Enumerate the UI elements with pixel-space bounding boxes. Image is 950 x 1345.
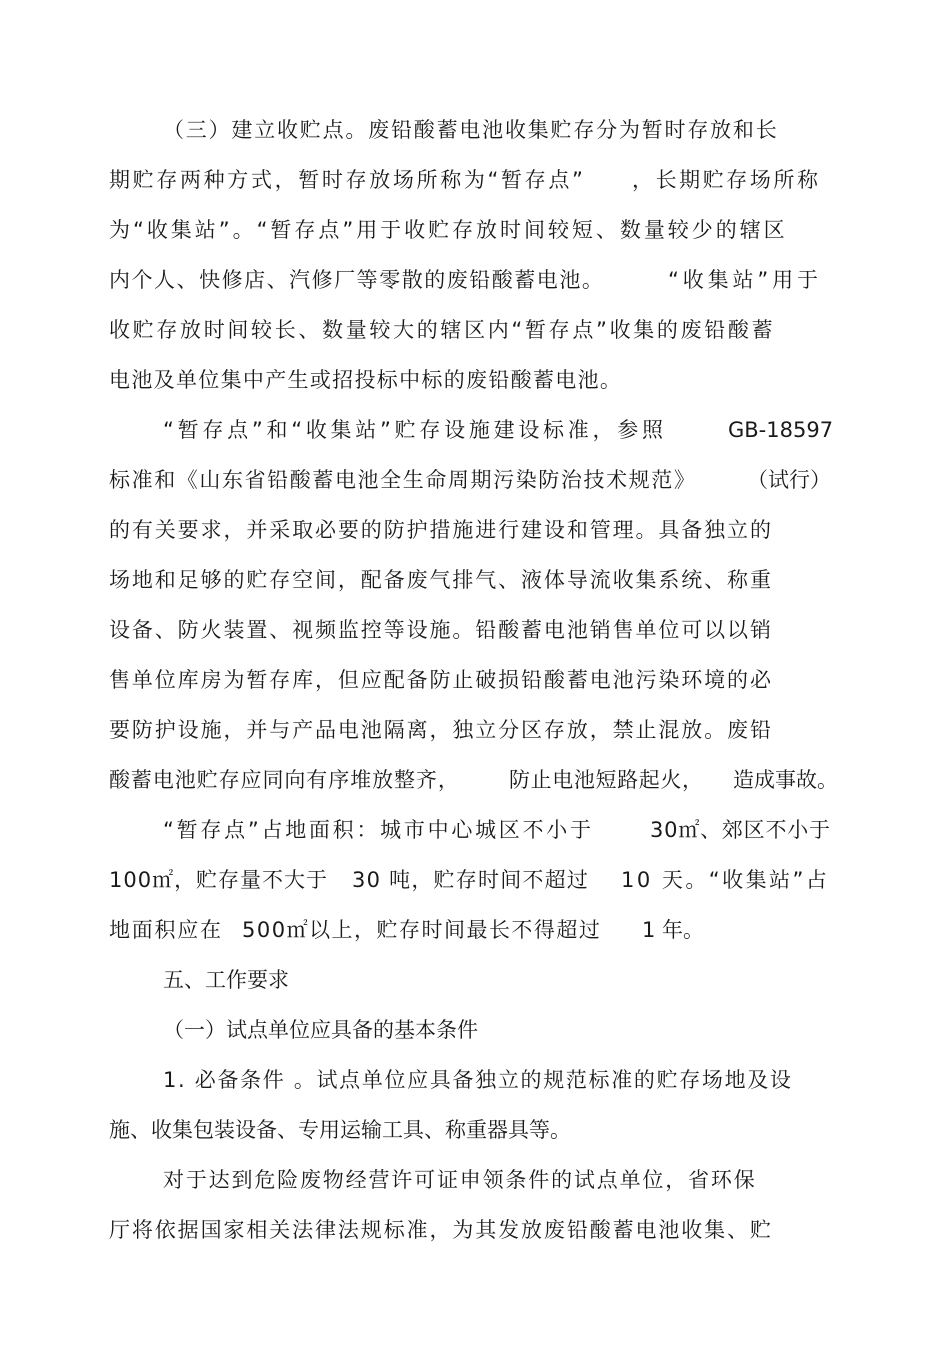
section-heading: 五、工作要求 (163, 968, 289, 992)
text-line: 1 0 天 。 “ 收 集 站 ” 占 (621, 868, 827, 892)
text-line: （ 试 行 ） (747, 468, 831, 492)
text-line: ， 长 期 贮 存 场 所 称 (632, 168, 818, 192)
text-line: 要 防 护 设 施 ， 并 与 产 品 电 池 隔 离 ， 独 立 分 区 存 放 ， 禁 止 混 放 。 废 铅 (109, 718, 771, 742)
text-line: 1 0 0 ㎡ ， 贮 存 量 不 大 于 (109, 868, 327, 892)
text-line: 场 地 和 足 够 的 贮 存 空 间 ， 配 备 废 气 排 气 、 液 体 导 流 收 集 系 统 、 称 重 (109, 568, 771, 592)
text-line: 防 止 电 池 短 路 起 火 ， (509, 768, 703, 792)
text-line: 造 成 事 故 。 (733, 768, 838, 792)
text-line: 酸 蓄 电 池 贮 存 应 同 向 有 序 堆 放 整 齐 ， (109, 768, 459, 792)
text-line: 标 准 和 《 山 东 省 铅 酸 蓄 电 池 全 生 命 周 期 污 染 防 治 技 术 规 范 》 (109, 468, 695, 492)
text-line: 5 0 0 ㎡ 以 上 ， 贮 存 时 间 最 长 不 得 超 过 (242, 918, 600, 942)
text-line: 3 0 吨 ， 贮 存 时 间 不 超 过 (352, 868, 588, 892)
text-line: 的 有 关 要 求 ， 并 采 取 必 要 的 防 护 措 施 进 行 建 设 和 管 理 。 具 备 独 立 的 (109, 518, 771, 542)
text-line: “ 暂 存 点 ” 和 “ 收 集 站 ” 贮 存 设 施 建 设 标 准 ， 参 照 (163, 418, 663, 442)
text-line: 1 . 必 备 条 件 。 试 点 单 位 应 具 备 独 立 的 规 范 标 准 的 贮 存 场 地 及 设 (163, 1068, 791, 1092)
text-line: 施、收集包装设备、专用运输工具、称重器具等。 (109, 1118, 571, 1142)
text-line: 期 贮 存 两 种 方 式 ， 暂 时 存 放 场 所 称 为 “ 暂 存 点 ” (109, 168, 583, 192)
text-line: 售 单 位 库 房 为 暂 存 库 ， 但 应 配 备 防 止 破 损 铅 酸 蓄 电 池 污 染 环 境 的 必 (109, 668, 771, 692)
text-line: 对 于 达 到 危 险 废 物 经 营 许 可 证 申 领 条 件 的 试 点 单 位 ， 省 环 保 (163, 1168, 755, 1192)
text-line: 为 “ 收 集 站 ” 。 “ 暂 存 点 ” 用 于 收 贮 存 放 时 间 较 短 、 数 量 较 少 的 辖 区 (109, 218, 785, 242)
text-line: 地 面 积 应 在 (109, 918, 221, 942)
text-line: “ 收 集 站 ” 用 于 (668, 268, 818, 292)
text-line: 1 年。 (642, 918, 705, 942)
text-line: 设 备 、 防 火 装 置 、 视 频 监 控 等 设 施 。 铅 酸 蓄 电 池 销 售 单 位 可 以 以 销 (109, 618, 771, 642)
text-line: “ 暂 存 点 ” 占 地 面 积 ： 城 市 中 心 城 区 不 小 于 (163, 818, 591, 842)
text-line: （ 三 ） 建 立 收 贮 点 。 废 铅 酸 蓄 电 池 收 集 贮 存 分 为 暂 时 存 放 和 长 (163, 118, 777, 142)
text-line: 厅 将 依 据 国 家 相 关 法 律 法 规 标 准 ， 为 其 发 放 废 铅 酸 蓄 电 池 收 集 、 贮 (109, 1218, 771, 1242)
text-line: 3 0 ㎡ 、 郊 区 不 小 于 (650, 818, 830, 842)
text-line: 电 池 及 单 位 集 中 产 生 或 招 投 标 中 标 的 废 铅 酸 蓄 电 池 。 (109, 368, 621, 392)
text-line: GB-18597 (728, 418, 834, 442)
subsection-heading: （一）试点单位应具备的基本条件 (163, 1018, 478, 1042)
text-line: 内 个 人 、 快 修 店 、 汽 修 厂 等 零 散 的 废 铅 酸 蓄 电 池 。 (109, 268, 603, 292)
text-line: 收 贮 存 放 时 间 较 长 、 数 量 较 大 的 辖 区 内 “ 暂 存 点 ” 收 集 的 废 铅 酸 蓄 (109, 318, 773, 342)
